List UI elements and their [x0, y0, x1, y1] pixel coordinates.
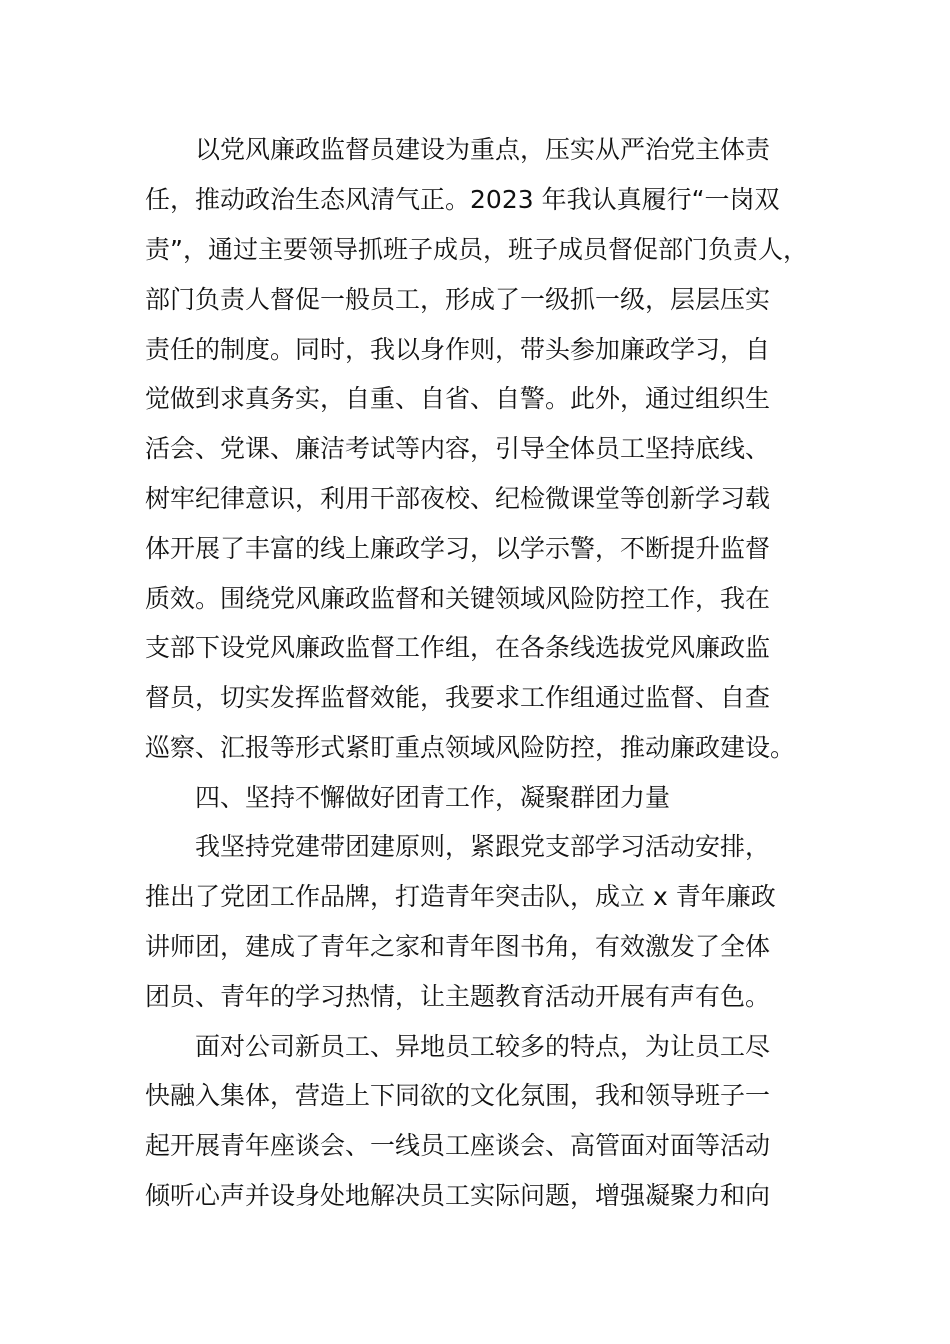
paragraph-line: 体开展了丰富的线上廉政学习，以学示警，不断提升监督: [145, 534, 771, 563]
paragraph-line: 起开展青年座谈会、一线员工座谈会、高管面对面等活动: [145, 1131, 771, 1160]
paragraph-line: 快融入集体，营造上下同欲的文化氛围，我和领导班子一: [145, 1081, 771, 1110]
paragraph-line: 活会、党课、廉洁考试等内容，引导全体员工坚持底线、: [145, 434, 771, 463]
paragraph-line: 支部下设党风廉政监督工作组，在各条线选拔党风廉政监: [145, 633, 771, 662]
paragraph-line: 质效。围绕党风廉政监督和关键领域风险防控工作，我在: [145, 584, 771, 613]
paragraph-line: 部门负责人督促一般员工，形成了一级抓一级，层层压实: [145, 285, 771, 314]
paragraph-line: 督员，切实发挥监督效能，我要求工作组通过监督、自查: [145, 683, 771, 712]
paragraph-line: 推出了党团工作品牌，打造青年突击队，成立 x 青年廉政: [145, 882, 776, 911]
paragraph-line: 面对公司新员工、异地员工较多的特点，为让员工尽: [195, 1032, 771, 1061]
paragraph-line: 巡察、汇报等形式紧盯重点领域风险防控，推动廉政建设。: [145, 733, 796, 762]
paragraph-line: 责任的制度。同时，我以身作则，带头参加廉政学习，自: [145, 335, 771, 364]
paragraph-line: 讲师团，建成了青年之家和青年图书角，有效激发了全体: [145, 932, 771, 961]
paragraph-line: 以党风廉政监督员建设为重点，压实从严治党主体责: [195, 135, 771, 164]
paragraph-line: 我坚持党建带团建原则，紧跟党支部学习活动安排，: [195, 832, 771, 861]
paragraph-line: 任，推动政治生态风清气正。2023 年我认真履行“一岗双: [145, 185, 780, 214]
section-heading: 四、坚持不懈做好团青工作，凝聚群团力量: [195, 783, 671, 812]
paragraph-line: 觉做到求真务实，自重、自省、自警。此外，通过组织生: [145, 384, 771, 413]
paragraph-line: 树牢纪律意识，利用干部夜校、纪检微课堂等创新学习载: [145, 484, 771, 513]
paragraph-line: 责”，通过主要领导抓班子成员，班子成员督促部门负责人，: [145, 235, 808, 264]
paragraph-line: 倾听心声并设身处地解决员工实际问题，增强凝聚力和向: [145, 1181, 771, 1210]
paragraph-line: 团员、青年的学习热情，让主题教育活动开展有声有色。: [145, 982, 771, 1011]
